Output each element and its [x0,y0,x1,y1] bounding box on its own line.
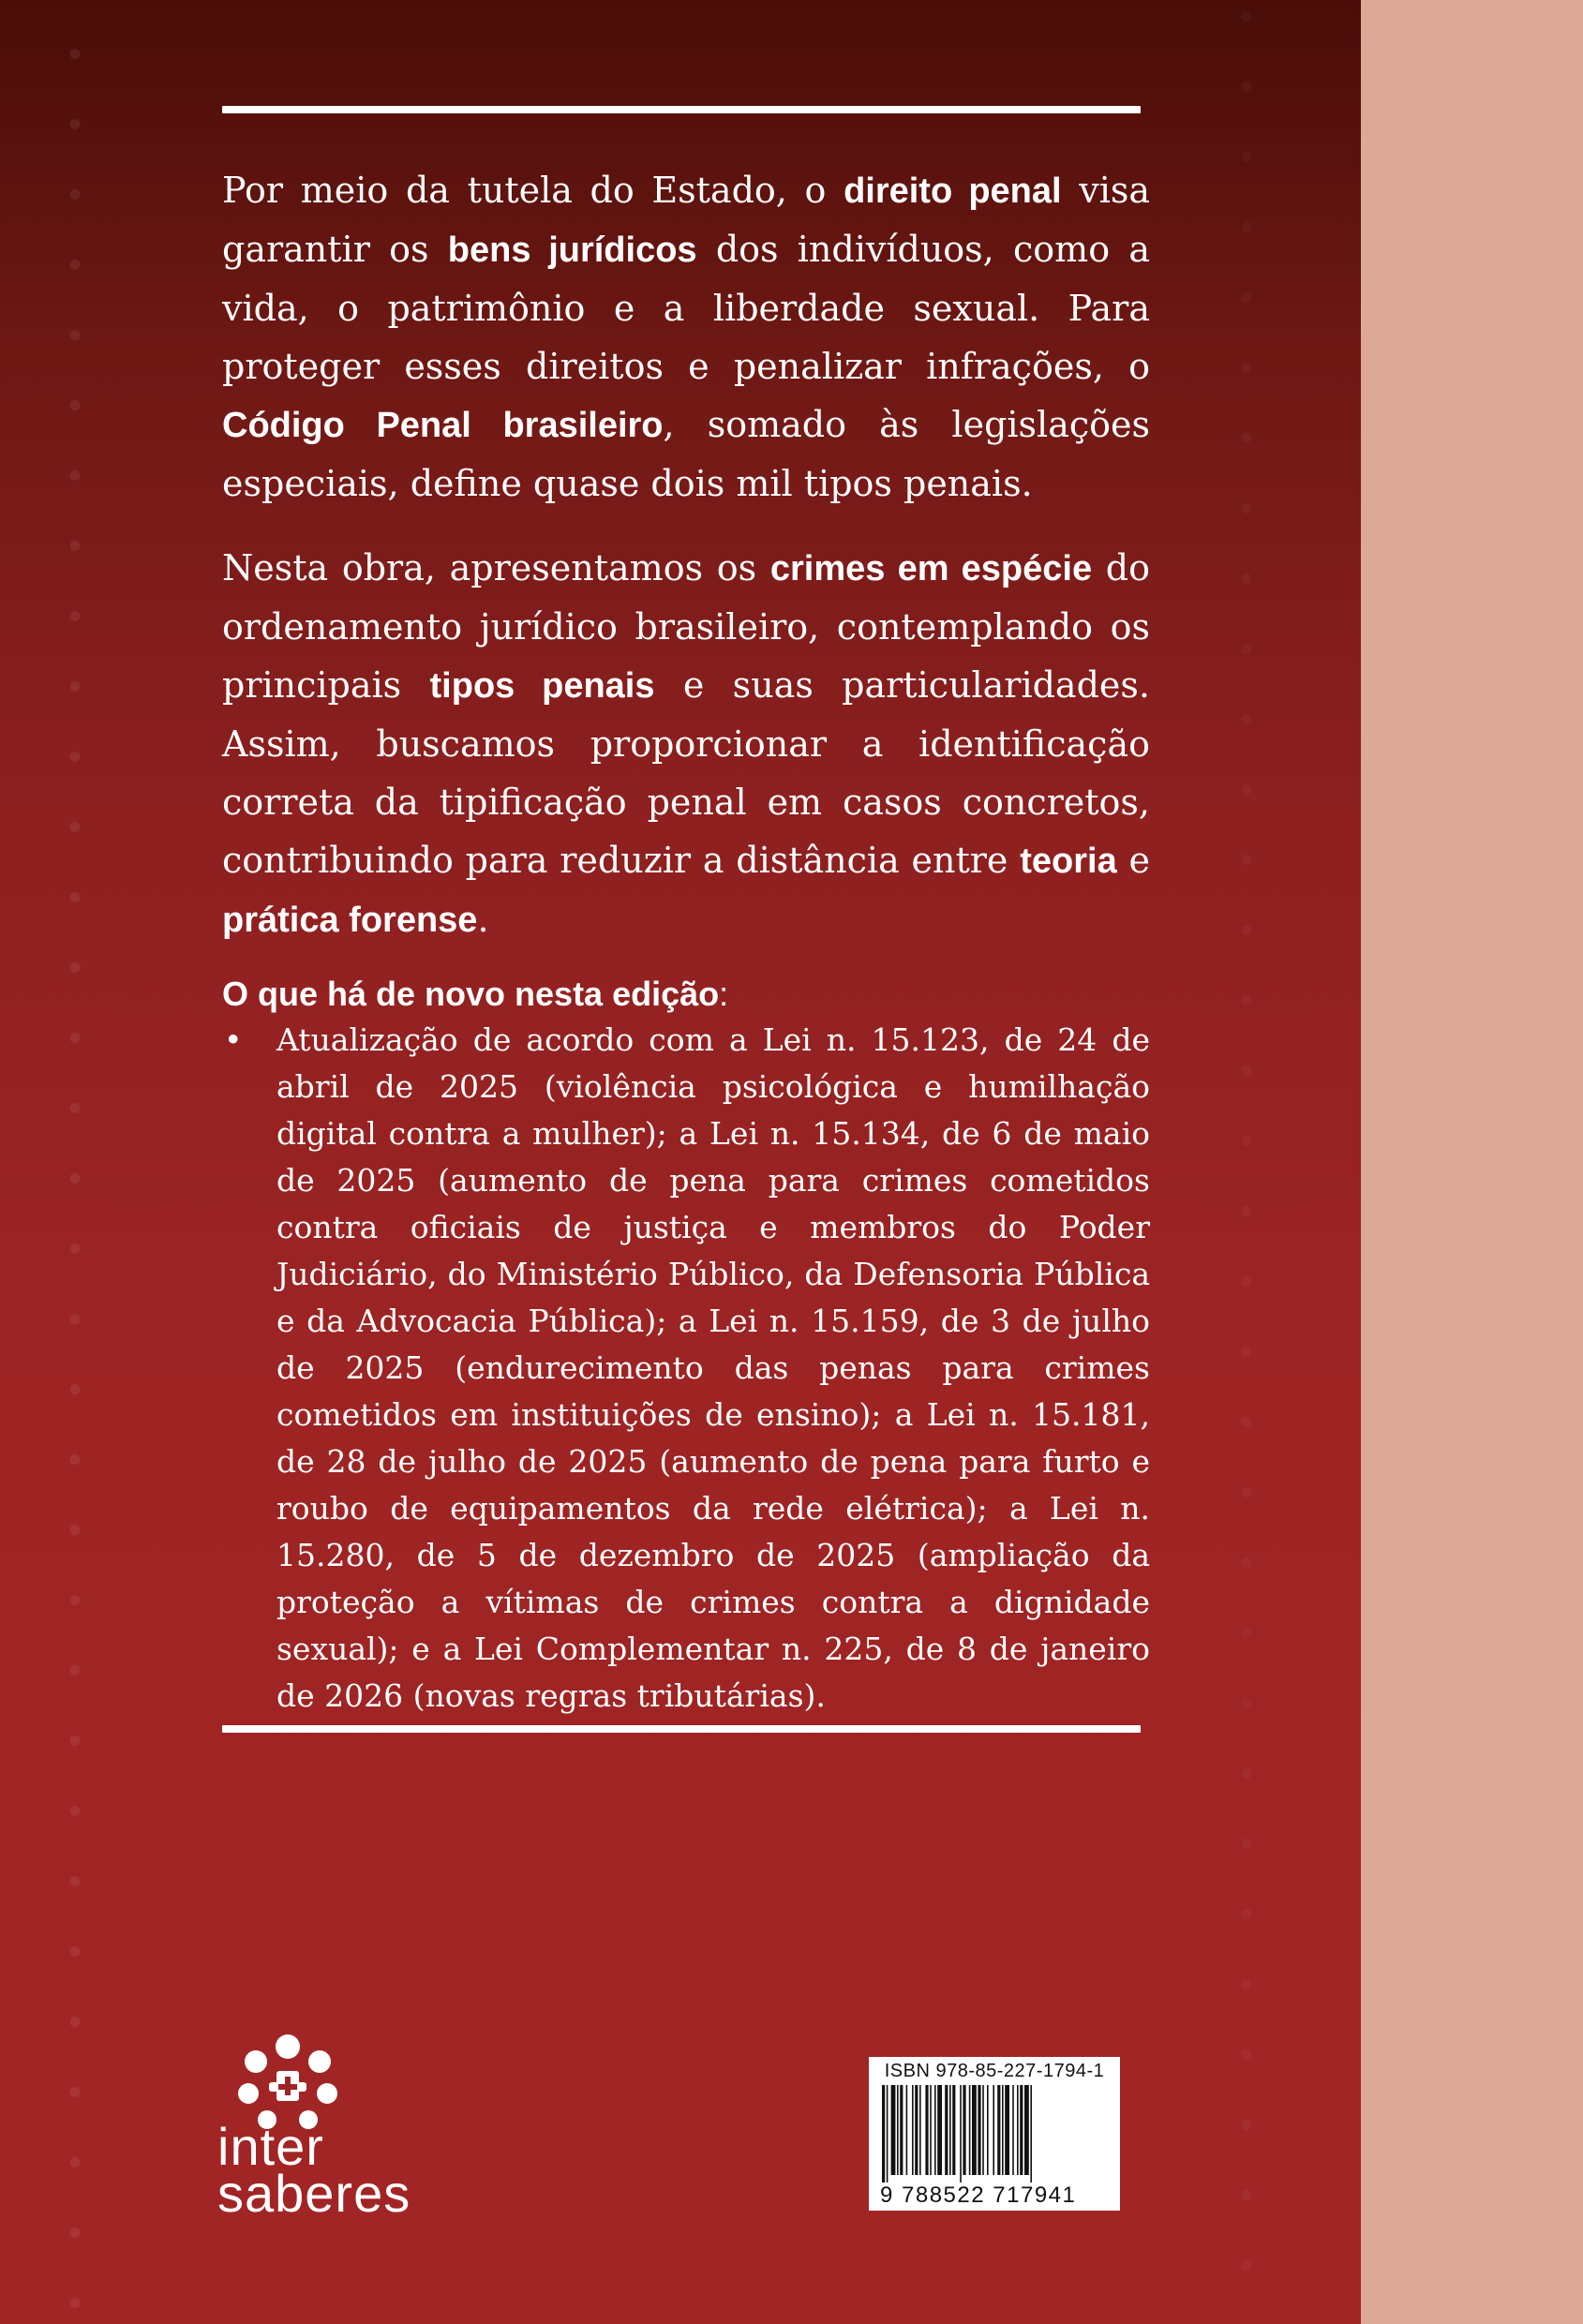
barcode-bar [906,2085,908,2175]
book-spine [1361,0,1583,2324]
publisher-name [217,2117,411,2223]
barcode-bar [897,2085,899,2175]
barcode-bar [972,2085,977,2175]
barcode-digits: 9 788522 717941 [880,2182,1077,2208]
publisher-name-line-1: inter [217,2117,324,2176]
barcode-bar [997,2085,1000,2175]
barcode-bar [1030,2085,1032,2182]
news-item-text: Atualização de acordo com a Lei n. 15.123, de 24 de abril de 2025 (violência psicológica e humilhação digital contra a mulher); a Lei n. 15.134, de 6 de maio de 2025 (aumento de pena para crimes cometidos contra oficiais de justiça e membros do Poder Judiciário, do Ministério Público, da Defensoria Pública e da Advocacia Pública); a Lei n. 15.159, de 3 de julho de 2025 (endurecimento das penas para crimes cometidos em instituições de ensino); a Lei n. 15.181, de 28 de julho de 2025 (aumento de pena para furto e roubo de equipamentos da rede elétrica); a Lei n. 15.280, de 5 de dezembro de 2025 (ampliação da proteção a vítimas de crimes contra a dignidade sexual); e a Lei Complementar n. 225, de 8 de janeiro de 2026 (novas regras tributárias). [276,1021,1150,1714]
barcode-bar [978,2085,980,2175]
barcode-box [869,2057,1120,2211]
barcode-bar [912,2085,914,2175]
barcode-bar [1017,2085,1019,2175]
barcode-bar [960,2085,962,2182]
barcode-bar [937,2085,942,2175]
barcode-bar [952,2085,955,2175]
barcode-bar [891,2085,896,2175]
list-item [222,1017,1150,1720]
barcode-bar [925,2085,928,2175]
news-list [222,1017,1150,1720]
publisher-logo [217,2034,461,2223]
barcode-bar [945,2085,948,2175]
barcode-icon [882,2085,1107,2182]
barcode-bar [993,2085,994,2175]
publisher-name-line-2: saberes [217,2164,411,2223]
barcode-bar [887,2085,889,2182]
barcode-bar [987,2085,989,2175]
barcode-bar [915,2085,918,2175]
bullet-icon: • [224,1021,243,1058]
barcode-bar [949,2085,951,2175]
barcode-bar [919,2085,921,2175]
barcode-bar [1005,2085,1009,2175]
barcode-bar [1024,2085,1029,2175]
top-divider [222,106,1141,113]
barcode-bar [934,2085,936,2175]
barcode-bar [1012,2085,1014,2175]
barcode-bar [963,2085,965,2175]
intro-paragraph-2: Nesta obra, apresentamos os crimes em espécie do ordenamento jurídico brasileiro, contemplando os principais tipos penais e suas particularidades. Assim, buscamos proporcionar a identificação correta da tipificação penal em casos concretos, contribuindo para reduzir a distância entre teoria e prática forense. [222,547,1150,940]
barcode-bar [900,2085,903,2175]
barcode-bar [1020,2085,1023,2175]
barcode-bar [969,2085,971,2175]
dot-pattern [47,0,103,2324]
barcode-bar [982,2085,984,2175]
intro-paragraph-1: Por meio da tutela do Estado, o direito penal visa garantir os bens jurídicos dos indivíduos, como a vida, o patrimônio e a liberdade sexual. Para proteger esses direitos e penalizar infrações, o Código Penal brasileiro, somado às legislações especiais, define quase dois mil tipos penais. [222,170,1151,504]
dot-pattern-faint [1218,0,1275,2324]
bottom-divider [222,1725,1141,1733]
isbn-label: ISBN 978-85-227-1794-1 [884,2061,1105,2081]
news-heading: O que há de novo nesta edição: [222,975,729,1013]
barcode-bar [882,2085,885,2182]
barcode-bar [1002,2085,1004,2175]
barcode-bar [930,2085,932,2175]
